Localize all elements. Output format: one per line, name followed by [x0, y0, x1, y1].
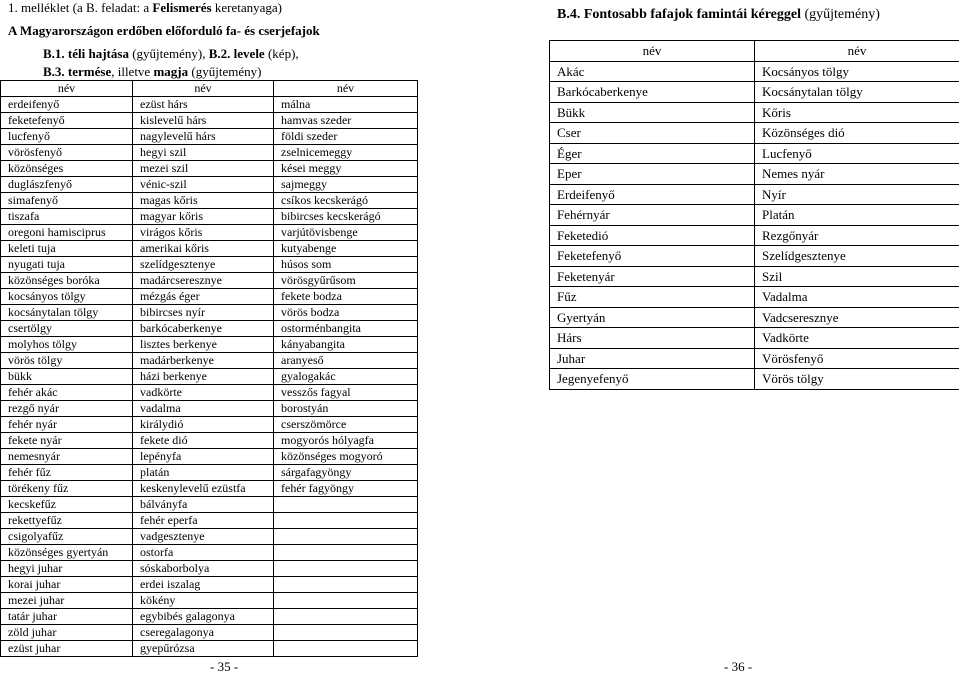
table-row — [550, 205, 959, 226]
table-cell: vesszős fagyal — [274, 385, 418, 401]
table-cell: fekete bodza — [274, 289, 418, 305]
b3-rest: , illetve — [111, 64, 154, 79]
table-cell: Cser — [550, 123, 755, 144]
table-row — [1, 337, 418, 353]
table-cell: Juhar — [550, 348, 755, 369]
table-cell: ostorménbangita — [274, 321, 418, 337]
table-cell: csigolyafűz — [1, 529, 133, 545]
table-cell: közönséges — [1, 161, 133, 177]
table-cell: kökény — [133, 593, 274, 609]
table-row — [550, 369, 959, 390]
table-cell: korai juhar — [1, 577, 133, 593]
table-row — [1, 433, 418, 449]
table-row — [1, 97, 418, 113]
table-cell: bibircses nyír — [133, 305, 274, 321]
table-row — [1, 321, 418, 337]
table-cell: magyar kőris — [133, 209, 274, 225]
table-row — [1, 513, 418, 529]
table-cell: Feketedió — [550, 225, 755, 246]
table-cell: Fehérnyár — [550, 205, 755, 226]
table-cell: sóskaborbolya — [133, 561, 274, 577]
b3-label2: magja — [153, 64, 189, 79]
b1-rest: (gyűjtemény), — [128, 46, 209, 61]
table-cell: zöld juhar — [1, 625, 133, 641]
table-row — [1, 529, 418, 545]
table-row — [1, 145, 418, 161]
table-cell: mezei szil — [133, 161, 274, 177]
table-row — [1, 129, 418, 145]
b2-rest: (kép), — [264, 46, 299, 61]
table-cell: oregoni hamisciprus — [1, 225, 133, 241]
table-row — [550, 266, 959, 287]
table-cell: borostyán — [274, 401, 418, 417]
table-row — [1, 209, 418, 225]
table-cell: platán — [133, 465, 274, 481]
table-row — [1, 561, 418, 577]
table-cell — [274, 545, 418, 561]
table-cell: Eper — [550, 164, 755, 185]
table-row — [550, 164, 959, 185]
table-row — [1, 161, 418, 177]
table-row — [1, 401, 418, 417]
table-cell: simafenyő — [1, 193, 133, 209]
table-cell: fehér akác — [1, 385, 133, 401]
table-cell: Jegenyefenyő — [550, 369, 755, 390]
b2-label: B.2. levele — [208, 46, 265, 61]
b4-title-rest: (gyűjtemény) — [800, 7, 880, 22]
table-row — [1, 625, 418, 641]
table-cell: rekettyefűz — [1, 513, 133, 529]
table-row — [1, 481, 418, 497]
b4-title-bold: Fontosabb fafajok famintái kéreggel — [580, 7, 801, 22]
table-row — [550, 328, 959, 349]
table-cell: földi szeder — [274, 129, 418, 145]
page-number-right: - 36 - — [724, 659, 753, 674]
table-cell: szelídgesztenye — [133, 257, 274, 273]
table-row — [550, 184, 959, 205]
table-cell: keleti tuja — [1, 241, 133, 257]
table-cell: Kocsánytalan tölgy — [755, 82, 959, 103]
table-cell: Vörösfenyő — [755, 348, 959, 369]
table-cell: nagylevelű hárs — [133, 129, 274, 145]
table-cell: kocsányos tölgy — [1, 289, 133, 305]
table-cell: sárgafagyöngy — [274, 465, 418, 481]
table-row — [550, 225, 959, 246]
table-row — [1, 593, 418, 609]
table-row — [1, 609, 418, 625]
table-cell: Szelídgesztenye — [755, 246, 959, 267]
table-cell — [274, 609, 418, 625]
table-cell — [274, 625, 418, 641]
table-cell: duglászfenyő — [1, 177, 133, 193]
annex-title-rest: keretanyaga) — [211, 0, 282, 15]
table-cell: Platán — [755, 205, 959, 226]
table-row — [1, 497, 418, 513]
table-cell: Bükk — [550, 102, 755, 123]
table-cell: Kőris — [755, 102, 959, 123]
table-cell: csíkos kecskerágó — [274, 193, 418, 209]
table-cell: házi berkenye — [133, 369, 274, 385]
table-header-row — [1, 81, 418, 97]
table-cell: Éger — [550, 143, 755, 164]
table-row — [1, 353, 418, 369]
table-row — [550, 61, 959, 82]
table-cell: Nemes nyár — [755, 164, 959, 185]
table-cell: Vadcseresznye — [755, 307, 959, 328]
table-row — [1, 369, 418, 385]
table-cell: vörösfenyő — [1, 145, 133, 161]
table-cell: nemesnyár — [1, 449, 133, 465]
table-cell: hamvas szeder — [274, 113, 418, 129]
table-cell: közönséges boróka — [1, 273, 133, 289]
table-cell: Lucfenyő — [755, 143, 959, 164]
table-cell — [274, 561, 418, 577]
table-cell: fekete dió — [133, 433, 274, 449]
table-cell: Erdeifenyő — [550, 184, 755, 205]
table-cell: mogyorós hólyagfa — [274, 433, 418, 449]
table-cell: vadalma — [133, 401, 274, 417]
table-cell: Vörös tölgy — [755, 369, 959, 390]
column-header: név — [755, 41, 959, 62]
table-row — [1, 449, 418, 465]
table-row — [1, 385, 418, 401]
table-cell: Vadkörte — [755, 328, 959, 349]
table-cell: vadgesztenye — [133, 529, 274, 545]
page-number-left: - 35 - — [210, 659, 239, 674]
table-cell: vadkörte — [133, 385, 274, 401]
subsection-b3 — [43, 64, 261, 80]
section-title: A Magyarországon erdőben előforduló fa- és cserjefajok — [8, 23, 320, 38]
table-row — [1, 641, 418, 657]
table-cell: bükk — [1, 369, 133, 385]
table-cell: királydió — [133, 417, 274, 433]
table-cell: törékeny fűz — [1, 481, 133, 497]
table-cell: nyugati tuja — [1, 257, 133, 273]
table-row — [1, 465, 418, 481]
table-row — [550, 348, 959, 369]
b4-label: B.4. — [557, 7, 581, 22]
table-cell: feketefenyő — [1, 113, 133, 129]
column-header: név — [550, 41, 755, 62]
table-cell: Rezgőnyár — [755, 225, 959, 246]
table-cell: kocsánytalan tölgy — [1, 305, 133, 321]
table-cell — [274, 641, 418, 657]
b4-title — [557, 7, 880, 23]
table-cell: vörösgyűrűsom — [274, 273, 418, 289]
table-row — [1, 225, 418, 241]
table-cell: kányabangita — [274, 337, 418, 353]
table-row — [1, 257, 418, 273]
table-row — [1, 577, 418, 593]
table-cell: vörös bodza — [274, 305, 418, 321]
table-cell: Feketenyár — [550, 266, 755, 287]
table-row — [1, 545, 418, 561]
table-row — [1, 193, 418, 209]
annex-title-text: 1. melléklet (a B. feladat: a — [8, 0, 153, 15]
table-cell: Akác — [550, 61, 755, 82]
table-cell: fehér nyár — [1, 417, 133, 433]
table-cell: fehér fagyöngy — [274, 481, 418, 497]
table-cell: hegyi szil — [133, 145, 274, 161]
column-header: név — [274, 81, 418, 97]
table-row — [550, 246, 959, 267]
table-cell: erdei iszalag — [133, 577, 274, 593]
table-cell: Barkócaberkenye — [550, 82, 755, 103]
table-cell: Közönséges dió — [755, 123, 959, 144]
table-cell: sajmeggy — [274, 177, 418, 193]
bark-table-right — [549, 40, 959, 390]
table-cell: vénic-szil — [133, 177, 274, 193]
species-table-left — [0, 80, 418, 657]
table-cell — [274, 577, 418, 593]
table-cell: Hárs — [550, 328, 755, 349]
table-cell: bibircses kecskerágó — [274, 209, 418, 225]
table-cell: aranyeső — [274, 353, 418, 369]
table-cell: mezei juhar — [1, 593, 133, 609]
table-cell: ezüst hárs — [133, 97, 274, 113]
table-cell: hegyi juhar — [1, 561, 133, 577]
table-cell: kislevelű hárs — [133, 113, 274, 129]
table-cell: barkócaberkenye — [133, 321, 274, 337]
table-row — [1, 113, 418, 129]
table-cell: varjútövisbenge — [274, 225, 418, 241]
table-cell: keskenylevelű ezüstfa — [133, 481, 274, 497]
table-row — [1, 177, 418, 193]
table-cell: ostorfa — [133, 545, 274, 561]
column-header: név — [1, 81, 133, 97]
table-cell: tiszafa — [1, 209, 133, 225]
table-cell: Vadalma — [755, 287, 959, 308]
table-cell: közönséges mogyoró — [274, 449, 418, 465]
annex-title — [8, 0, 282, 16]
table-cell: Kocsányos tölgy — [755, 61, 959, 82]
table-cell: Szil — [755, 266, 959, 287]
table-row — [550, 143, 959, 164]
table-row — [550, 102, 959, 123]
table-row — [1, 289, 418, 305]
table-cell: Nyír — [755, 184, 959, 205]
table-cell: közönséges gyertyán — [1, 545, 133, 561]
table-row — [1, 305, 418, 321]
table-cell — [274, 593, 418, 609]
b3-rest2: (gyűjtemény) — [188, 64, 262, 79]
table-cell: molyhos tölgy — [1, 337, 133, 353]
table-cell: cseregalagonya — [133, 625, 274, 641]
table-cell: gyepűrózsa — [133, 641, 274, 657]
b1-label: B.1. téli hajtása — [43, 46, 129, 61]
table-cell: lucfenyő — [1, 129, 133, 145]
table-cell: húsos som — [274, 257, 418, 273]
table-cell: amerikai kőris — [133, 241, 274, 257]
table-cell: vörös tölgy — [1, 353, 133, 369]
table-cell: ezüst juhar — [1, 641, 133, 657]
table-row — [550, 82, 959, 103]
table-cell: fekete nyár — [1, 433, 133, 449]
table-header-row — [550, 41, 959, 62]
table-cell: cserszömörce — [274, 417, 418, 433]
table-row — [550, 307, 959, 328]
table-row — [1, 417, 418, 433]
table-row — [1, 241, 418, 257]
table-cell: kutyabenge — [274, 241, 418, 257]
table-row — [550, 287, 959, 308]
table-cell: fehér fűz — [1, 465, 133, 481]
annex-title-bold: Felismerés — [152, 0, 212, 15]
table-cell: Fűz — [550, 287, 755, 308]
table-cell: fehér eperfa — [133, 513, 274, 529]
table-cell: Gyertyán — [550, 307, 755, 328]
table-cell: magas kőris — [133, 193, 274, 209]
table-cell: kései meggy — [274, 161, 418, 177]
table-cell: lepényfa — [133, 449, 274, 465]
table-cell: gyalogakác — [274, 369, 418, 385]
table-cell — [274, 529, 418, 545]
table-cell: rezgő nyár — [1, 401, 133, 417]
table-cell: Feketefenyő — [550, 246, 755, 267]
table-cell: erdeifenyő — [1, 97, 133, 113]
table-cell: csertölgy — [1, 321, 133, 337]
table-cell: málna — [274, 97, 418, 113]
table-cell — [274, 497, 418, 513]
table-cell: egybibés galagonya — [133, 609, 274, 625]
table-row — [1, 273, 418, 289]
b3-label: B.3. termése — [43, 64, 112, 79]
table-cell: zselnicemeggy — [274, 145, 418, 161]
subsection-b1-b2 — [43, 46, 299, 62]
table-cell: bálványfa — [133, 497, 274, 513]
table-cell: lisztes berkenye — [133, 337, 274, 353]
table-cell: tatár juhar — [1, 609, 133, 625]
table-row — [550, 123, 959, 144]
table-cell: madárberkenye — [133, 353, 274, 369]
table-cell: madárcseresznye — [133, 273, 274, 289]
table-cell: kecskefűz — [1, 497, 133, 513]
table-cell: mézgás éger — [133, 289, 274, 305]
table-cell: virágos kőris — [133, 225, 274, 241]
table-cell — [274, 513, 418, 529]
column-header: név — [133, 81, 274, 97]
